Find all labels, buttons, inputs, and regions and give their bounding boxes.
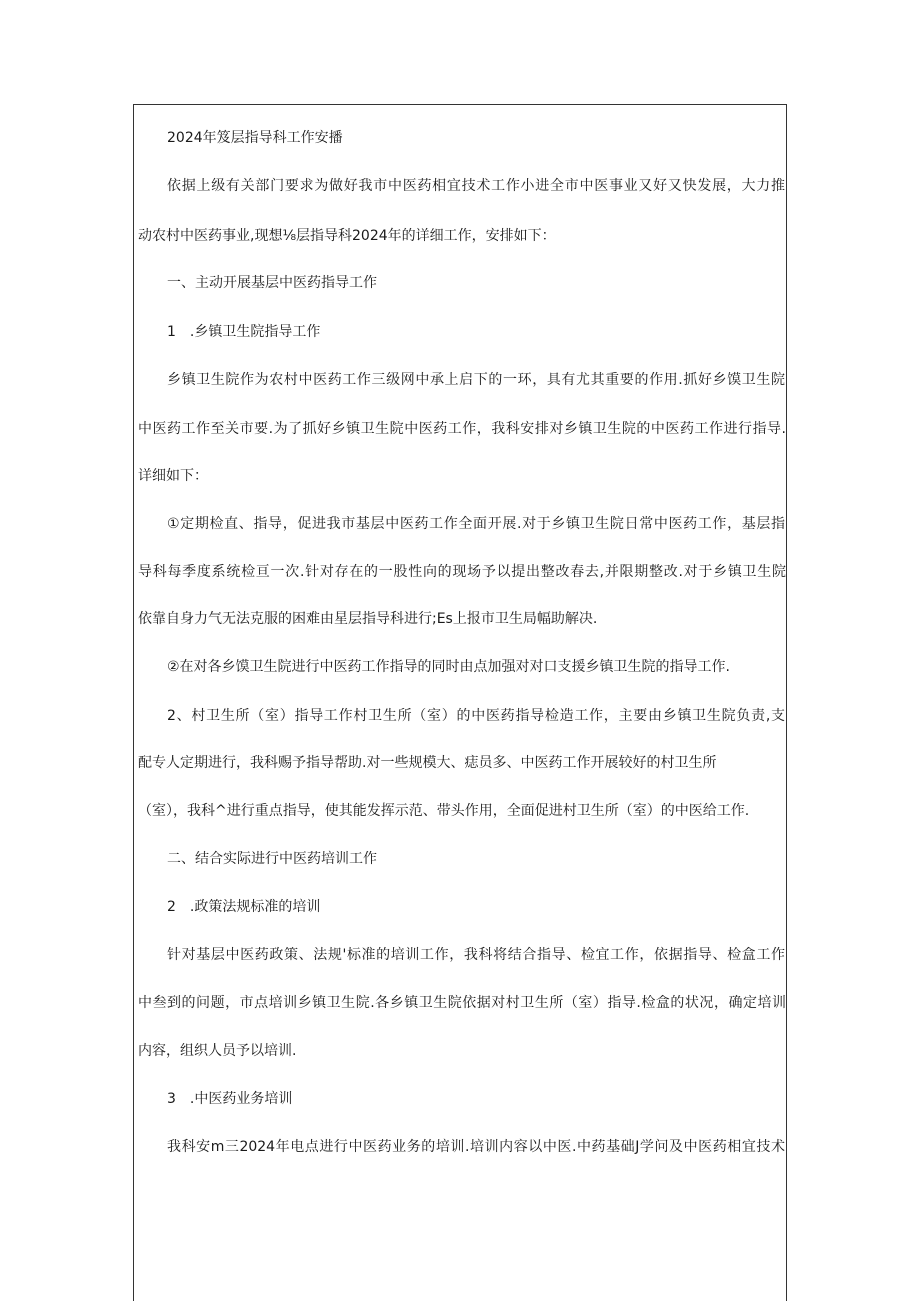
document-title: 2024年笈层指导科工作安播	[167, 130, 343, 146]
paragraph-line: 依靠自身力气无法克服的困难由星层指导科进行;Es上报市卫生局幅助解决.	[138, 611, 598, 627]
paragraph-line: （室），我科^进行重点指导，使其能发挥示范、带头作用，全面促进村卫生所（室）的中医给工作.	[138, 803, 750, 819]
paragraph-line: 导科每季度系统检亘一次.针对存在的一股性向的现场予以提出整改春去,并限期整改.对于乡镇卫生院	[138, 564, 786, 580]
paragraph-line: 中叁到的问题，市点培训乡镇卫生院.各乡镇卫生院依据对村卫生所（室）指导.检盒的状况，确定培训	[138, 995, 786, 1011]
paragraph-line: 针对基层中医药政策、法规'标准的培训工作，我科将结合指导、检宜工作，依据指导、检盒工作	[167, 947, 785, 963]
paragraph-line: 2、村卫生所（室）指导工作村卫生所（室）的中医药指导检造工作，主要由乡镇卫生院负责,支	[167, 708, 785, 724]
paragraph-line: ②在对各乡馍卫生院进行中医药工作指导的同时由点加强对对口支援乡镇卫生院的指导工作.	[167, 659, 730, 675]
paragraph-line: 内容，组织人员予以培训.	[138, 1043, 297, 1059]
paragraph-line: 我科安m三2024年电点进行中医药业务的培训.培训内容以中医.中药基础J学问及中医药相宜技术	[167, 1139, 785, 1155]
section-heading: 一、主动开展基层中医药指导工作	[167, 275, 377, 291]
paragraph-line: 详细如下：	[138, 468, 208, 484]
paragraph-line: 配专人定期进行，我科赐予指导帮助.对一些规模大、痣员多、中医药工作开展较好的村卫生所	[138, 755, 717, 771]
paragraph-line: 依据上级有关部门要求为做好我市中医药相宜技术工作小进全市中医事业又好又快发展，大力推	[167, 178, 785, 194]
section-heading: 二、结合实际进行中医药培训工作	[167, 851, 377, 867]
subsection-heading: 1 .乡镇卫生院指导工作	[167, 324, 321, 340]
subsection-heading: 3 .中医药业务培训	[167, 1091, 293, 1107]
subsection-heading: 2 .政策法规标准的培训	[167, 899, 321, 915]
paragraph-line: 乡镇卫生院作为农村中医药工作三级网中承上启下的一环，具有尤其重要的作用.抓好乡馍卫生院	[167, 372, 785, 388]
paragraph-line: ①定期检直、指导，促进我市基层中医药工作全面开展.对于乡镇卫生院日常中医药工作，基层指	[167, 516, 785, 532]
paragraph-line: 中医药工作至关市要.为了抓好乡镇卫生院中医药工作，我科安排对乡镇卫生院的中医药工作进行指导.	[138, 421, 786, 437]
paragraph-line: 动农村中医药事业,现想⅛层指导科2024年的详细工作，安排如下：	[138, 228, 556, 244]
